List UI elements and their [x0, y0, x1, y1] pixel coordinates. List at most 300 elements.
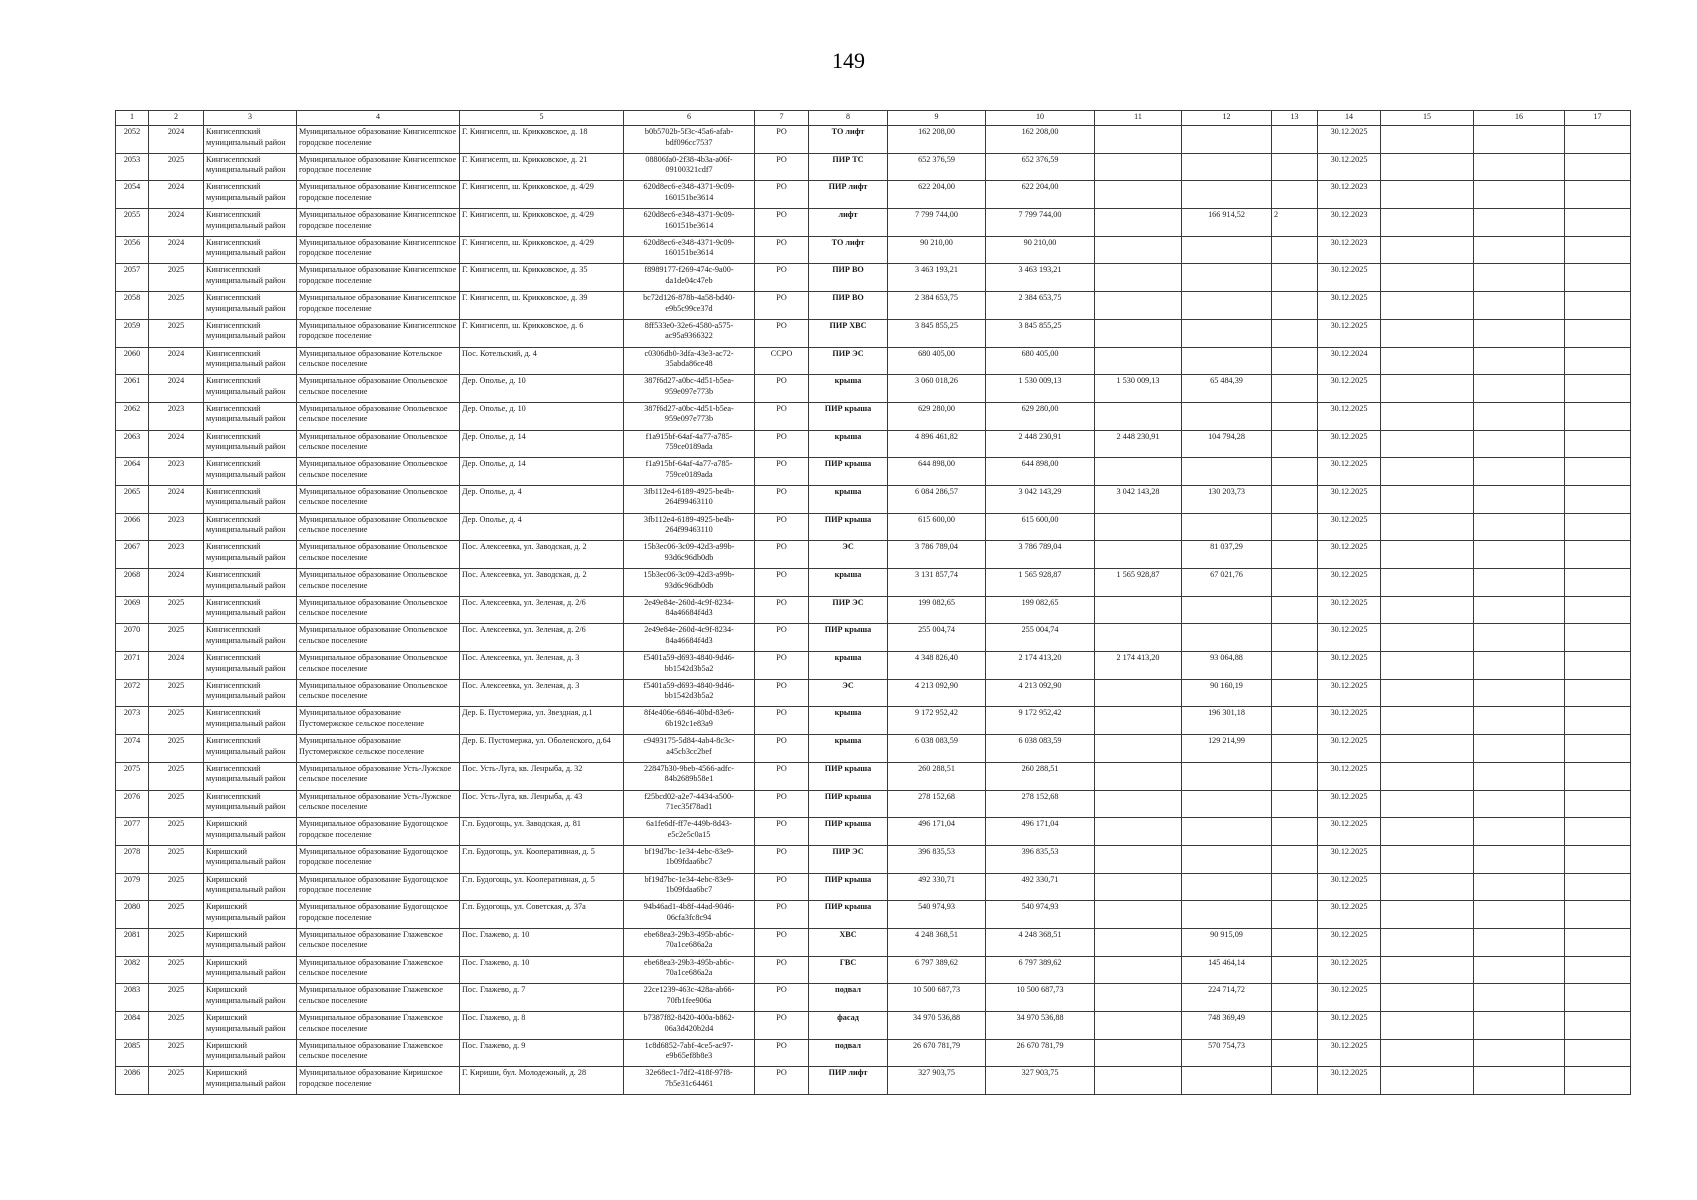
table-cell: 4 348 826,40	[888, 652, 986, 680]
table-cell: РО	[755, 1012, 809, 1040]
column-header: 4	[297, 111, 460, 126]
table-cell	[1182, 790, 1272, 818]
table-cell	[1272, 707, 1318, 735]
table-cell: Муниципальное образование Глажевское сельское поселение	[297, 984, 460, 1012]
table-cell	[1272, 762, 1318, 790]
table-cell: 129 214,99	[1182, 735, 1272, 763]
table-cell: 620d8ec6-e348-4371-9c09-160151be3614	[624, 181, 755, 209]
table-row	[116, 153, 1631, 181]
table-cell: 30.12.2025	[1318, 402, 1381, 430]
table-cell: 2 174 413,20	[1095, 652, 1182, 680]
table-cell	[1272, 624, 1318, 652]
table-cell	[1272, 679, 1318, 707]
table-cell: 166 914,52	[1182, 209, 1272, 237]
table-cell: 2 174 413,20	[986, 652, 1095, 680]
table-cell: Г. Кириши, бул. Молодежный, д. 28	[460, 1067, 624, 1095]
table-cell	[1565, 873, 1631, 901]
table-cell	[1272, 153, 1318, 181]
table-cell	[1272, 541, 1318, 569]
table-cell: Киришский муниципальный район	[204, 818, 297, 846]
table-cell: Кингисеппский муниципальный район	[204, 236, 297, 264]
table-cell	[1095, 541, 1182, 569]
table-cell	[1182, 126, 1272, 154]
table-cell: 9 172 952,42	[888, 707, 986, 735]
table-cell	[1474, 347, 1565, 375]
table-cell: Муниципальное образование Пустомержское сельское поселение	[297, 707, 460, 735]
table-cell: Кингисеппский муниципальный район	[204, 569, 297, 597]
table-cell: Муниципальное образование Будогощское городское поселение	[297, 873, 460, 901]
table-cell: 387f6d27-a0bc-4d51-b5ea-959e097e773b	[624, 402, 755, 430]
table-cell: ПИР крыша	[809, 402, 888, 430]
table-cell: 570 754,73	[1182, 1039, 1272, 1067]
table-cell: РО	[755, 679, 809, 707]
table-cell: 540 974,93	[888, 901, 986, 929]
table-cell: Кингисеппский муниципальный район	[204, 513, 297, 541]
table-cell: Пос. Алексеевка, ул. Зеленая, д. 3	[460, 679, 624, 707]
table-cell: 2055	[116, 209, 149, 237]
table-cell: Дер. Ополье, д. 4	[460, 513, 624, 541]
table-cell: ebe68ea3-29b3-495b-ab6c-70a1ce686a2a	[624, 928, 755, 956]
table-cell: 2077	[116, 818, 149, 846]
table-cell	[1565, 596, 1631, 624]
table-cell: 93 064,88	[1182, 652, 1272, 680]
table-cell	[1381, 319, 1474, 347]
table-cell: Киришский муниципальный район	[204, 845, 297, 873]
table-cell: 2025	[149, 707, 204, 735]
table-cell: 94b46ad1-4b8f-44ad-9046-06cfa3fc8c94	[624, 901, 755, 929]
table-cell: 2025	[149, 735, 204, 763]
table-cell: 2075	[116, 762, 149, 790]
table-cell	[1474, 901, 1565, 929]
table-cell	[1381, 513, 1474, 541]
table-cell: ebe68ea3-29b3-495b-ab6c-70a1ce686a2a	[624, 956, 755, 984]
table-row	[116, 569, 1631, 597]
table-cell: 7 799 744,00	[888, 209, 986, 237]
table-cell: 2070	[116, 624, 149, 652]
table-cell: РО	[755, 236, 809, 264]
table-cell: 2025	[149, 790, 204, 818]
table-cell: Муниципальное образование Кингисеппское городское поселение	[297, 209, 460, 237]
table-cell: 2080	[116, 901, 149, 929]
table-cell	[1474, 984, 1565, 1012]
table-cell	[1565, 375, 1631, 403]
table-row	[116, 652, 1631, 680]
table-cell	[1182, 292, 1272, 320]
table-cell: Муниципальное образование Опольевское сельское поселение	[297, 402, 460, 430]
table-cell: f1a915bf-64af-4a77-a785-759ce0189ada	[624, 430, 755, 458]
table-cell: 22847b30-9beb-4566-adfc-84b2689b58e1	[624, 762, 755, 790]
table-row	[116, 735, 1631, 763]
table-cell: 2025	[149, 956, 204, 984]
table-cell	[1565, 209, 1631, 237]
table-cell: ПИР лифт	[809, 181, 888, 209]
table-cell	[1474, 956, 1565, 984]
table-cell: 2023	[149, 513, 204, 541]
table-cell	[1272, 485, 1318, 513]
table-cell	[1474, 679, 1565, 707]
table-cell: крыша	[809, 485, 888, 513]
table-cell	[1381, 236, 1474, 264]
table-cell: 387f6d27-a0bc-4d51-b5ea-959e097e773b	[624, 375, 755, 403]
table-cell: РО	[755, 762, 809, 790]
table-cell: подвал	[809, 984, 888, 1012]
table-cell: 3 042 143,29	[986, 485, 1095, 513]
table-cell	[1474, 596, 1565, 624]
table-cell	[1565, 956, 1631, 984]
table-cell	[1565, 901, 1631, 929]
table-cell	[1381, 430, 1474, 458]
table-cell: 2053	[116, 153, 149, 181]
table-cell	[1095, 845, 1182, 873]
table-cell: Пос. Алексеевка, ул. Зеленая, д. 3	[460, 652, 624, 680]
table-cell: 622 204,00	[986, 181, 1095, 209]
table-cell: 2e49e84e-260d-4c9f-8234-84a46684f4d3	[624, 596, 755, 624]
table-cell	[1272, 375, 1318, 403]
table-cell: 30.12.2025	[1318, 292, 1381, 320]
column-header: 6	[624, 111, 755, 126]
table-cell	[1565, 347, 1631, 375]
table-cell: 2025	[149, 264, 204, 292]
table-cell: Дер. Б. Пустомержа, ул. Оболенского, д.64	[460, 735, 624, 763]
table-cell: 2025	[149, 873, 204, 901]
table-cell: 1 530 009,13	[1095, 375, 1182, 403]
table-cell	[1095, 901, 1182, 929]
table-cell: 30.12.2025	[1318, 1039, 1381, 1067]
table-cell: 199 082,65	[888, 596, 986, 624]
table-cell: Г. Кингисепп, ш. Крикковское, д. 18	[460, 126, 624, 154]
table-cell: 8ff533e0-32e6-4580-a575-ac95a9366322	[624, 319, 755, 347]
table-cell: 2024	[149, 569, 204, 597]
table-cell	[1095, 347, 1182, 375]
table-cell: 396 835,53	[986, 845, 1095, 873]
table-row	[116, 818, 1631, 846]
table-cell: 2083	[116, 984, 149, 1012]
table-cell: 3 060 018,26	[888, 375, 986, 403]
table-cell: 2071	[116, 652, 149, 680]
table-cell	[1182, 901, 1272, 929]
table-cell	[1182, 762, 1272, 790]
table-cell: РО	[755, 735, 809, 763]
table-cell: 30.12.2025	[1318, 652, 1381, 680]
table-cell: Дер. Б. Пустомержа, ул. Звездная, д.1	[460, 707, 624, 735]
table-cell: ТО лифт	[809, 236, 888, 264]
table-cell	[1381, 292, 1474, 320]
table-cell: РО	[755, 430, 809, 458]
table-cell	[1095, 181, 1182, 209]
table-cell: 2025	[149, 153, 204, 181]
table-cell: 3 131 857,74	[888, 569, 986, 597]
table-cell: ПИР крыша	[809, 624, 888, 652]
table-cell	[1272, 1039, 1318, 1067]
table-cell: 15b3ec06-3c09-42d3-a99b-93d6c96db0db	[624, 569, 755, 597]
table-cell: 2061	[116, 375, 149, 403]
table-cell: 652 376,59	[888, 153, 986, 181]
table-cell	[1095, 984, 1182, 1012]
table-cell: 2062	[116, 402, 149, 430]
table-cell: 3 845 855,25	[986, 319, 1095, 347]
table-cell: 30.12.2025	[1318, 679, 1381, 707]
table-cell: bf19d7bc-1e34-4ebc-83e9-1b09fdaa6bc7	[624, 873, 755, 901]
table-cell: 2054	[116, 181, 149, 209]
table-cell: f5401a59-d693-4840-9d46-bb1542d3b5a2	[624, 679, 755, 707]
table-cell: ЭС	[809, 679, 888, 707]
table-cell	[1272, 790, 1318, 818]
table-cell: f5401a59-d693-4840-9d46-bb1542d3b5a2	[624, 652, 755, 680]
table-cell: 2073	[116, 707, 149, 735]
table-cell	[1272, 928, 1318, 956]
table-cell	[1381, 845, 1474, 873]
table-cell: 2076	[116, 790, 149, 818]
table-cell	[1474, 264, 1565, 292]
table-cell: b0b5702b-5f3c-45a6-afab-bdf096cc7537	[624, 126, 755, 154]
column-header: 17	[1565, 111, 1631, 126]
table-cell	[1095, 790, 1182, 818]
table-cell	[1095, 956, 1182, 984]
table-cell: 224 714,72	[1182, 984, 1272, 1012]
table-cell: 30.12.2025	[1318, 458, 1381, 486]
table-cell	[1095, 319, 1182, 347]
header-row	[116, 111, 1631, 126]
table-cell: 644 898,00	[986, 458, 1095, 486]
column-header: 10	[986, 111, 1095, 126]
table-cell: Г. Кингисепп, ш. Крикковское, д. 35	[460, 264, 624, 292]
table-row	[116, 264, 1631, 292]
table-cell: 4 896 461,82	[888, 430, 986, 458]
table-cell	[1095, 264, 1182, 292]
table-cell: 30.12.2025	[1318, 319, 1381, 347]
table-cell: РО	[755, 956, 809, 984]
table-cell: 2025	[149, 1067, 204, 1095]
table-cell: 1c8d6852-7abf-4ce5-ac97-e9b65ef8b8e3	[624, 1039, 755, 1067]
table-cell: Муниципальное образование Опольевское сельское поселение	[297, 624, 460, 652]
table-cell: Муниципальное образование Усть-Лужское сельское поселение	[297, 762, 460, 790]
table-cell	[1565, 790, 1631, 818]
table-cell: 2024	[149, 181, 204, 209]
table-cell: ПИР крыша	[809, 818, 888, 846]
table-cell: ПИР крыша	[809, 790, 888, 818]
table-cell: Муниципальное образование Киришское городское поселение	[297, 1067, 460, 1095]
table-cell: ПИР лифт	[809, 1067, 888, 1095]
table-cell: Муниципальное образование Опольевское сельское поселение	[297, 569, 460, 597]
table-cell: 680 405,00	[888, 347, 986, 375]
table-cell: 1 565 928,87	[986, 569, 1095, 597]
table-cell	[1272, 1067, 1318, 1095]
table-cell: Муниципальное образование Кингисеппское городское поселение	[297, 264, 460, 292]
table-cell: Кингисеппский муниципальный район	[204, 652, 297, 680]
table-row	[116, 347, 1631, 375]
table-cell	[1095, 402, 1182, 430]
table-cell	[1474, 236, 1565, 264]
table-row	[116, 1012, 1631, 1040]
table-cell: ХВС	[809, 928, 888, 956]
table-cell	[1272, 513, 1318, 541]
table-cell: f25bcd02-a2e7-4434-a500-71ec35f78ad1	[624, 790, 755, 818]
table-cell: 30.12.2025	[1318, 596, 1381, 624]
table-cell	[1474, 928, 1565, 956]
table-cell: Пос. Алексеевка, ул. Заводская, д. 2	[460, 569, 624, 597]
table-cell	[1272, 984, 1318, 1012]
table-cell	[1565, 624, 1631, 652]
column-header: 12	[1182, 111, 1272, 126]
table-cell: РО	[755, 652, 809, 680]
table-cell	[1381, 956, 1474, 984]
table-cell: Муниципальное образование Опольевское сельское поселение	[297, 652, 460, 680]
table-cell	[1182, 181, 1272, 209]
table-cell: РО	[755, 209, 809, 237]
table-cell: 30.12.2025	[1318, 901, 1381, 929]
table-cell: 2025	[149, 679, 204, 707]
table-cell: f1a915bf-64af-4a77-a785-759ce0189ada	[624, 458, 755, 486]
column-header: 5	[460, 111, 624, 126]
table-cell: 496 171,04	[986, 818, 1095, 846]
table-cell: 260 288,51	[986, 762, 1095, 790]
table-cell: 3fb112e4-6189-4925-be4b-264f99463110	[624, 485, 755, 513]
table-cell: 30.12.2025	[1318, 707, 1381, 735]
table-cell: 2084	[116, 1012, 149, 1040]
table-cell: 162 208,00	[986, 126, 1095, 154]
column-header: 11	[1095, 111, 1182, 126]
table-cell: Муниципальное образование Опольевское сельское поселение	[297, 430, 460, 458]
table-cell: 30.12.2025	[1318, 569, 1381, 597]
table-cell: Г.п. Будогощь, ул. Заводская, д. 81	[460, 818, 624, 846]
table-cell	[1381, 1012, 1474, 1040]
table-cell	[1565, 1039, 1631, 1067]
table-cell	[1272, 956, 1318, 984]
table-cell	[1381, 264, 1474, 292]
table-cell: РО	[755, 707, 809, 735]
table-cell: 748 369,49	[1182, 1012, 1272, 1040]
table-cell	[1182, 153, 1272, 181]
table-cell	[1474, 845, 1565, 873]
column-header: 13	[1272, 111, 1318, 126]
table-cell	[1095, 292, 1182, 320]
table-row	[116, 541, 1631, 569]
table-cell: 2072	[116, 679, 149, 707]
table-cell	[1095, 596, 1182, 624]
table-cell: Муниципальное образование Кингисеппское городское поселение	[297, 126, 460, 154]
table-cell	[1565, 513, 1631, 541]
table-cell: 255 004,74	[888, 624, 986, 652]
table-cell	[1272, 264, 1318, 292]
table-cell: Пос. Глажево, д. 9	[460, 1039, 624, 1067]
table-cell: РО	[755, 901, 809, 929]
table-cell: 492 330,71	[986, 873, 1095, 901]
table-cell	[1565, 541, 1631, 569]
table-cell	[1565, 818, 1631, 846]
table-cell: 2086	[116, 1067, 149, 1095]
table-cell: 2082	[116, 956, 149, 984]
table-cell	[1381, 458, 1474, 486]
table-cell: bc72d126-878b-4a58-bd40-e9b5c99ce37d	[624, 292, 755, 320]
table-cell: Муниципальное образование Опольевское сельское поселение	[297, 375, 460, 403]
table-cell: ПИР ЭС	[809, 596, 888, 624]
table-cell: 10 500 687,73	[888, 984, 986, 1012]
table-cell: 15b3ec06-3c09-42d3-a99b-93d6c96db0db	[624, 541, 755, 569]
table-cell: 2 448 230,91	[986, 430, 1095, 458]
table-row	[116, 375, 1631, 403]
table-cell: 644 898,00	[888, 458, 986, 486]
table-cell: 30.12.2024	[1318, 347, 1381, 375]
table-row	[116, 181, 1631, 209]
table-cell: 2025	[149, 762, 204, 790]
table-cell: 8f4e406e-6846-40bd-83e6-6b192c1e83a9	[624, 707, 755, 735]
table-cell	[1474, 513, 1565, 541]
table-cell: ТО лифт	[809, 126, 888, 154]
table-cell: 3 786 789,04	[986, 541, 1095, 569]
table-cell: РО	[755, 458, 809, 486]
column-header: 14	[1318, 111, 1381, 126]
table-cell: 2079	[116, 873, 149, 901]
table-cell: РО	[755, 181, 809, 209]
table-cell: Кингисеппский муниципальный район	[204, 624, 297, 652]
table-cell: Киришский муниципальный район	[204, 1067, 297, 1095]
table-row	[116, 679, 1631, 707]
table-cell	[1381, 873, 1474, 901]
table-cell: Дер. Ополье, д. 10	[460, 402, 624, 430]
table-cell: 30.12.2025	[1318, 513, 1381, 541]
table-cell: Г.п. Будогощь, ул. Кооперативная, д. 5	[460, 873, 624, 901]
table-cell: 2025	[149, 901, 204, 929]
table-cell: Кингисеппский муниципальный район	[204, 790, 297, 818]
table-cell: 2069	[116, 596, 149, 624]
table-cell: 1 565 928,87	[1095, 569, 1182, 597]
table-cell: 104 794,28	[1182, 430, 1272, 458]
table-cell: Муниципальное образование Котельское сельское поселение	[297, 347, 460, 375]
table-cell: Дер. Ополье, д. 14	[460, 430, 624, 458]
table-cell: лифт	[809, 209, 888, 237]
table-row	[116, 236, 1631, 264]
table-cell	[1095, 1067, 1182, 1095]
table-cell: 2024	[149, 652, 204, 680]
table-row	[116, 845, 1631, 873]
table-cell	[1381, 1039, 1474, 1067]
table-cell: Киришский муниципальный район	[204, 873, 297, 901]
table-cell: Кингисеппский муниципальный район	[204, 541, 297, 569]
table-cell: 2 448 230,91	[1095, 430, 1182, 458]
table-cell: 30.12.2025	[1318, 1067, 1381, 1095]
table-row	[116, 928, 1631, 956]
table-cell	[1381, 818, 1474, 846]
table-cell: РО	[755, 1067, 809, 1095]
table-cell	[1095, 928, 1182, 956]
table-cell: крыша	[809, 430, 888, 458]
table-cell	[1272, 873, 1318, 901]
table-cell	[1474, 762, 1565, 790]
table-cell	[1381, 707, 1474, 735]
table-cell	[1182, 818, 1272, 846]
table-row	[116, 1067, 1631, 1095]
table-row	[116, 126, 1631, 154]
table-cell: Кингисеппский муниципальный район	[204, 292, 297, 320]
table-cell	[1272, 1012, 1318, 1040]
table-cell: 615 600,00	[888, 513, 986, 541]
table-cell: Кингисеппский муниципальный район	[204, 485, 297, 513]
table-cell: 90 210,00	[888, 236, 986, 264]
table-cell	[1381, 402, 1474, 430]
table-cell: 2067	[116, 541, 149, 569]
table-cell: Пос. Алексеевка, ул. Зеленая, д. 2/6	[460, 624, 624, 652]
table-cell: Кингисеппский муниципальный район	[204, 209, 297, 237]
table-cell	[1474, 209, 1565, 237]
table-cell	[1565, 485, 1631, 513]
table-cell: c9493175-5d84-4ab4-8c3c-a45cb3cc2bef	[624, 735, 755, 763]
table-cell: 30.12.2025	[1318, 430, 1381, 458]
table-cell: Муниципальное образование Глажевское сельское поселение	[297, 956, 460, 984]
table-cell: 08806fa0-2f38-4b3a-a06f-09100321cdf7	[624, 153, 755, 181]
table-cell: РО	[755, 873, 809, 901]
table-cell	[1565, 458, 1631, 486]
table-cell: 496 171,04	[888, 818, 986, 846]
